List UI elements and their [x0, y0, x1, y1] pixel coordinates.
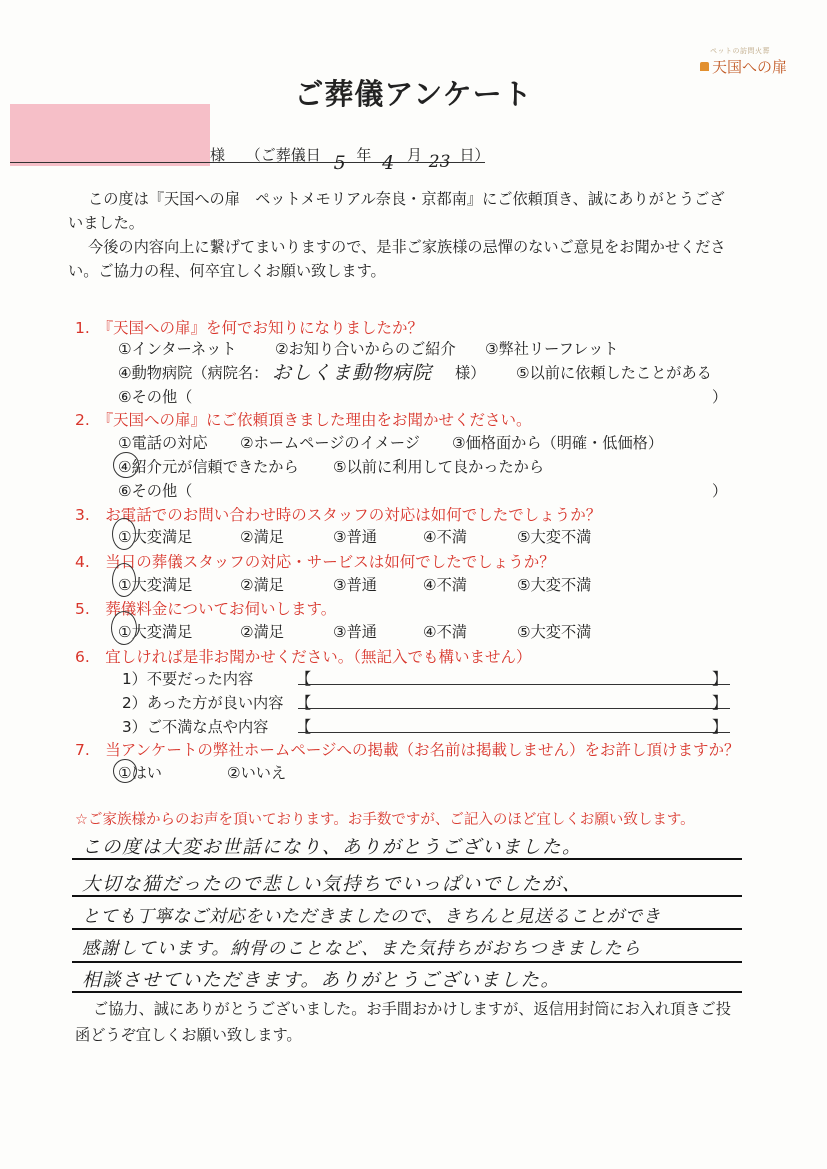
q3-selected-circle — [112, 518, 136, 550]
q3-option-very-dissatisfied[interactable]: ⑤大変不満 — [517, 528, 592, 546]
q2-other-close: ） — [712, 482, 728, 500]
q4-option-satisfied[interactable]: ②満足 — [240, 576, 284, 594]
q6-row-wanted-label: 2）あった方が良い内容 — [122, 694, 284, 712]
date-open-label: （ご葬儀日 — [245, 146, 321, 164]
year-label: 年 — [356, 146, 372, 164]
page-title: ご葬儀アンケート — [294, 77, 533, 111]
q5-option-dissatisfied[interactable]: ④不満 — [423, 623, 467, 641]
q6-row-complaints-label: 3）ご不満な点や内容 — [122, 718, 269, 736]
intro-text — [68, 187, 768, 283]
q6-row2-close: 】 — [712, 694, 728, 712]
logo-tagline: ペットの訪問火葬 — [710, 47, 770, 55]
day-label: 日） — [459, 146, 490, 164]
day-handwritten: 23 — [428, 152, 451, 172]
q6-row2-field[interactable] — [298, 708, 730, 709]
q5-selected-circle — [111, 611, 137, 645]
q1-clinic-name-handwritten: おしくま動物病院 — [272, 362, 433, 384]
q1-clinic-suffix: 様） — [455, 364, 486, 382]
q6-row3-open: 【 — [296, 718, 312, 736]
q2-selected-circle — [113, 452, 139, 478]
q1-option-referral[interactable]: ②お知り合いからのご紹介 — [275, 340, 456, 358]
q4-option-dissatisfied[interactable]: ④不満 — [423, 576, 467, 594]
q6-row1-close: 】 — [712, 670, 728, 688]
q6-row1-field[interactable] — [298, 684, 730, 685]
q4-selected-circle — [112, 563, 136, 597]
q7-option-yes[interactable]: ①はい — [118, 764, 162, 782]
closing-line: ご協力、誠にありがとうございました。お手間おかけしますが、返信用封筒にお入れ頂きご投 — [93, 1000, 731, 1018]
comment-line: 感謝しています。納骨のことなど、また気持ちがおちつきましたら — [82, 939, 642, 959]
redacted-name-block — [10, 104, 210, 166]
q4-option-neutral[interactable]: ③普通 — [333, 576, 377, 594]
closing-line: 函どうぞ宜しくお願い致します。 — [75, 1026, 302, 1044]
q1-other-close: ） — [712, 388, 728, 406]
q3-option-dissatisfied[interactable]: ④不満 — [423, 528, 467, 546]
question-3-title: 3. お電話でのお問い合わせ時のスタッフの対応は如何でしたでしょうか？ — [75, 506, 602, 524]
month-label: 月 — [406, 146, 422, 164]
ruled-line — [72, 858, 742, 860]
comment-line: とても丁寧なご対応をいただきましたので、きちんと見送ることができ — [82, 907, 661, 927]
q1-option-other[interactable]: ⑥その他（ — [118, 388, 193, 406]
q2-option-trusted-referral[interactable]: ④紹介元が信頼できたから — [118, 458, 299, 476]
q7-selected-circle — [113, 759, 137, 783]
ruled-line — [72, 961, 742, 963]
q1-option-vet-clinic[interactable]: ④動物病院（病院名： — [118, 364, 269, 382]
q5-option-very-dissatisfied[interactable]: ⑤大変不満 — [517, 623, 592, 641]
comment-prompt: ☆ご家族様からのお声を頂いております。お手数ですが、ご記入のほど宜しくお願い致します。 — [75, 812, 695, 828]
q6-row1-open: 【 — [296, 670, 312, 688]
ruled-line — [72, 895, 742, 897]
q6-row-unnecessary-label: 1）不要だった内容 — [122, 670, 254, 688]
comment-line: この度は大変お世話になり、ありがとうございました。 — [82, 837, 583, 858]
q3-option-satisfied[interactable]: ②満足 — [240, 528, 284, 546]
intro-line: 今後の内容向上に繋げてまいりますので、是非ご家族様の忌憚のないご意見をお聞かせくださ — [88, 238, 726, 256]
question-2-title: 2. 『天国への扉』にご依頼頂きました理由をお聞かせください。 — [75, 411, 532, 429]
q2-option-phone[interactable]: ①電話の対応 — [118, 434, 208, 452]
ruled-line — [72, 928, 742, 930]
sama-label: 様 — [210, 146, 226, 164]
q5-option-very-satisfied[interactable]: ①大変満足 — [118, 623, 193, 641]
q2-option-other[interactable]: ⑥その他（ — [118, 482, 193, 500]
ruled-line — [72, 991, 742, 993]
year-handwritten: 5 — [333, 152, 346, 174]
q1-option-leaflet[interactable]: ③弊社リーフレット — [485, 340, 619, 358]
question-6-title: 6. 宜しければ是非お聞かせください。（無記入でも構いません） — [75, 648, 532, 666]
q6-row3-close: 】 — [712, 718, 728, 736]
question-5-title: 5. 葬儀料金についてお伺いします。 — [75, 600, 337, 618]
crown-icon — [700, 62, 709, 71]
q4-option-very-satisfied[interactable]: ①大変満足 — [118, 576, 193, 594]
q2-option-homepage[interactable]: ②ホームページのイメージ — [240, 434, 420, 452]
q6-row2-open: 【 — [296, 694, 312, 712]
question-1-title: 1. 『天国への扉』を何でお知りになりましたか？ — [75, 319, 424, 337]
intro-line: い。ご協力の程、何卒宜しくお願い致します。 — [68, 262, 386, 280]
logo-text: 天国への扉 — [712, 58, 788, 76]
q2-option-price[interactable]: ③価格面から（明確・低価格） — [452, 434, 664, 452]
q3-option-very-satisfied[interactable]: ①大変満足 — [118, 528, 193, 546]
q1-option-internet[interactable]: ①インターネット — [118, 340, 237, 358]
comment-line: 大切な猫だったので悲しい気持ちでいっぱいでしたが、 — [82, 874, 582, 895]
q7-option-no[interactable]: ②いいえ — [227, 764, 287, 782]
question-7-title: 7. 当アンケートの弊社ホームページへの掲載（お名前は掲載しません）をお許し頂けますか？ — [75, 741, 740, 759]
intro-line: いました。 — [68, 214, 144, 232]
q3-option-neutral[interactable]: ③普通 — [333, 528, 377, 546]
closing-text — [75, 996, 755, 1048]
comment-line: 相談させていただきます。ありがとうございました。 — [82, 970, 561, 991]
q4-option-very-dissatisfied[interactable]: ⑤大変不満 — [517, 576, 592, 594]
q6-row3-field[interactable] — [298, 732, 730, 733]
month-handwritten: 4 — [382, 152, 395, 174]
q5-option-neutral[interactable]: ③普通 — [333, 623, 377, 641]
question-4-title: 4. 当日の葬儀スタッフの対応・サービスは如何でしたでしょうか？ — [75, 553, 555, 571]
q1-option-previous[interactable]: ⑤以前に依頼したことがある — [516, 364, 712, 382]
intro-line: この度は『天国への扉 ペットメモリアル奈良・京都南』にご依頼頂き、誠にありがとうござ — [88, 190, 725, 208]
q5-option-satisfied[interactable]: ②満足 — [240, 623, 284, 641]
ceremony-date-row — [210, 144, 490, 174]
q2-option-used-before[interactable]: ⑤以前に利用して良かったから — [333, 458, 545, 476]
